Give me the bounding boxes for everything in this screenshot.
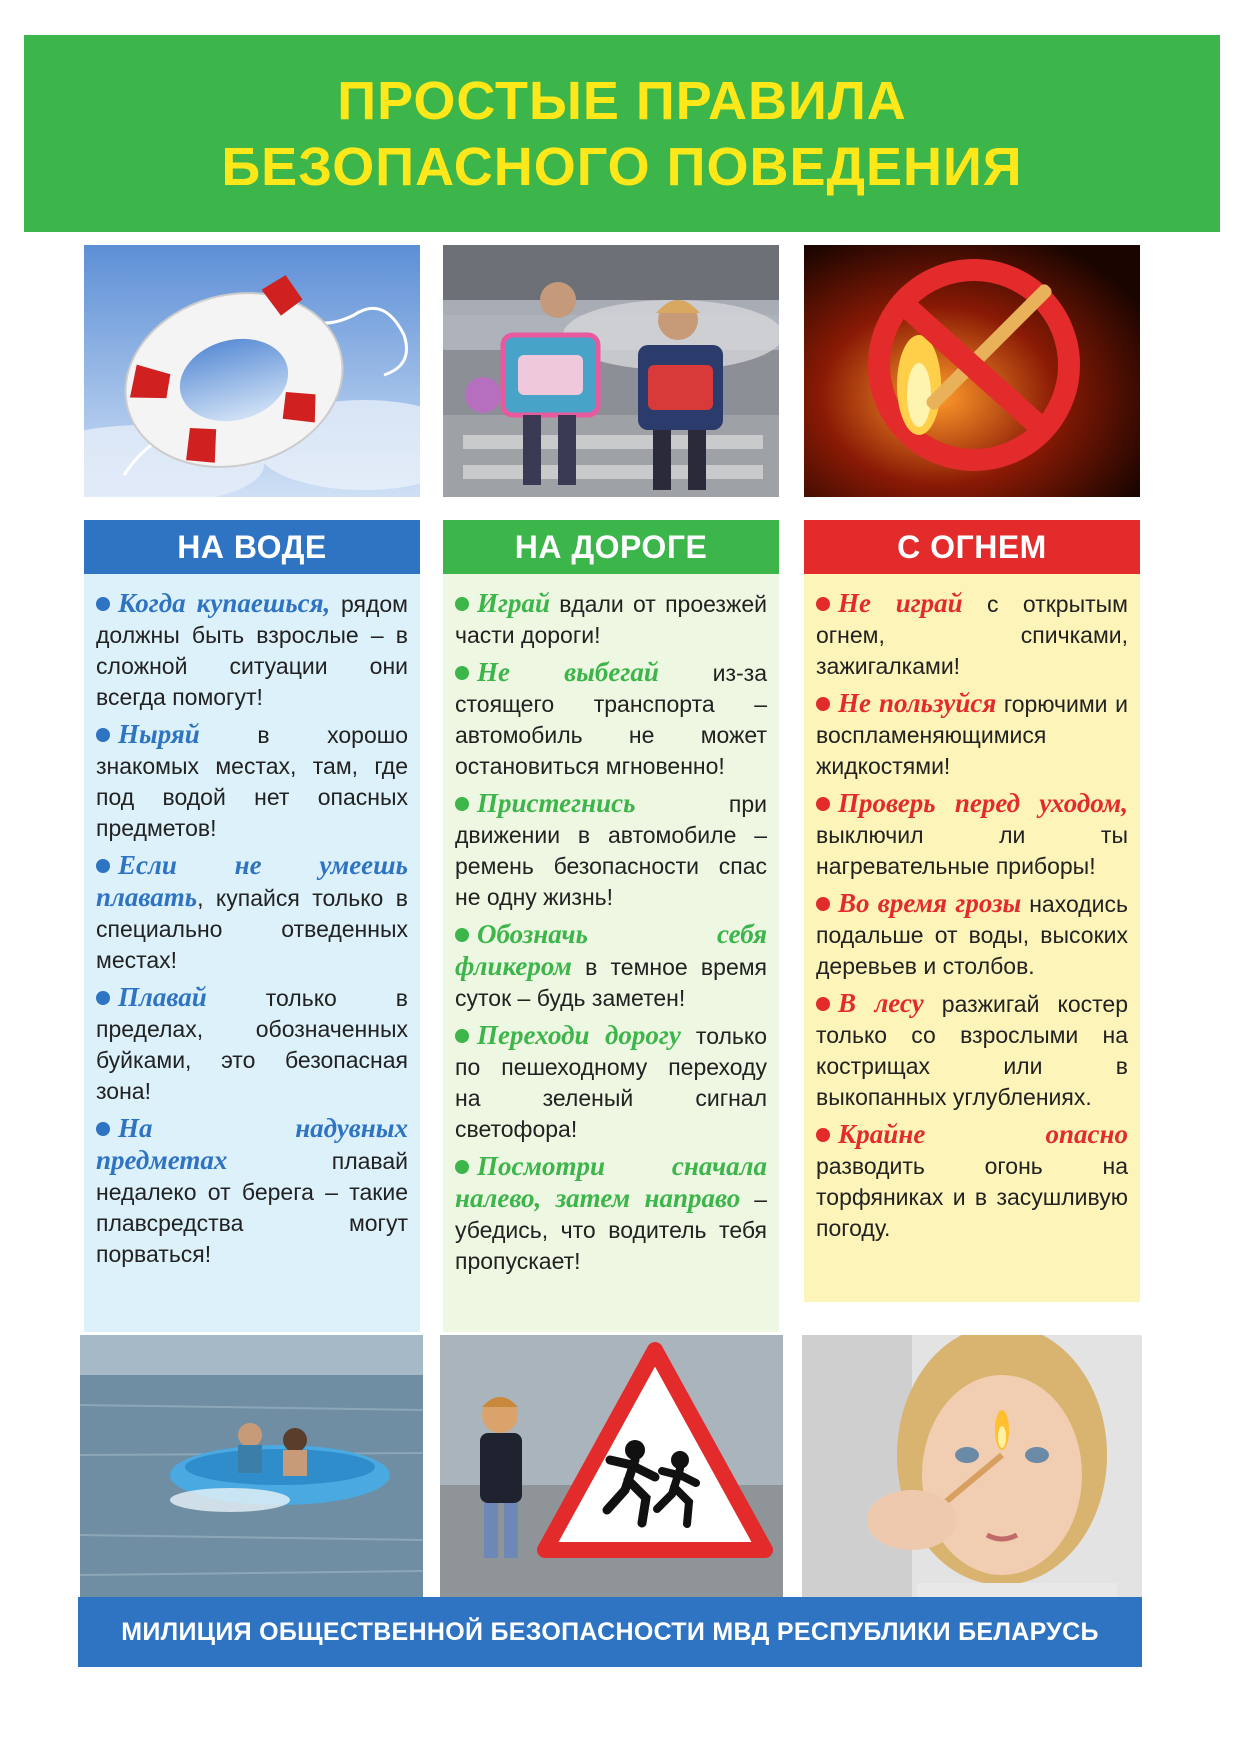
list-item: Если не умеешь плавать, купайся только в специально отведенных местах! — [96, 850, 408, 973]
bullet-icon — [816, 697, 830, 711]
bullet-icon — [455, 797, 469, 811]
list-item: Не пользуйся горючими и воспламеняющимися жидкостями! — [816, 688, 1128, 779]
bullet-icon — [455, 928, 469, 942]
heading-road: НА ДОРОГЕ — [443, 520, 779, 574]
child-road-sign-photo — [440, 1335, 783, 1597]
list-item: Обозначь себя фликером в темное время суток – будь заметен! — [455, 919, 767, 1011]
list-item: Когда купаешься, рядом должны быть взрослые – в сложной ситуации они всегда помогут! — [96, 588, 408, 710]
bullet-icon — [96, 728, 110, 742]
children-road-photo — [443, 245, 779, 497]
fire-rules — [804, 574, 1140, 1302]
bullet-icon — [96, 859, 110, 873]
road-rules — [443, 574, 779, 1332]
bullet-icon — [816, 797, 830, 811]
list-item: Проверь перед уходом, выключил ли ты нагревательные приборы! — [816, 788, 1128, 879]
poster-footer: МИЛИЦИЯ ОБЩЕСТВЕННОЙ БЕЗОПАСНОСТИ МВД РЕСПУБЛИКИ БЕЛАРУСЬ — [78, 1597, 1142, 1667]
bullet-icon — [816, 1128, 830, 1142]
girl-with-match-photo — [802, 1335, 1142, 1597]
bullet-icon — [96, 597, 110, 611]
inflatable-water-photo — [80, 1335, 423, 1597]
poster-header — [24, 35, 1220, 232]
list-item: Ныряй в хорошо знакомых местах, там, где под водой нет опасных предметов! — [96, 719, 408, 841]
heading-water: НА ВОДЕ — [84, 520, 420, 574]
title-line-2: БЕЗОПАСНОГО ПОВЕДЕНИЯ — [221, 136, 1023, 197]
heading-fire: С ОГНЕМ — [804, 520, 1140, 574]
list-item: Во время грозы находись подальше от воды, высоких деревьев и столбов. — [816, 888, 1128, 979]
bullet-icon — [816, 997, 830, 1011]
list-item: На надувных предметах плавай недалеко от берега – такие плавсредства могут порваться! — [96, 1113, 408, 1267]
lifebuoy-photo — [84, 245, 420, 497]
no-fire-photo — [804, 245, 1140, 497]
list-item: В лесу разжигай костер только со взрослыми на кострищах или в выкопанных углублениях. — [816, 988, 1128, 1110]
bullet-icon — [455, 1160, 469, 1174]
water-rules — [84, 574, 420, 1332]
bullet-icon — [96, 1122, 110, 1136]
title-line-1: ПРОСТЫЕ ПРАВИЛА — [337, 70, 907, 131]
bullet-icon — [816, 597, 830, 611]
list-item: Переходи дорогу только по пешеходному переходу на зеленый сигнал светофора! — [455, 1020, 767, 1142]
bullet-icon — [816, 897, 830, 911]
list-item: Посмотри сначала налево, затем направо – убедись, что водитель тебя пропускает! — [455, 1151, 767, 1274]
bullet-icon — [455, 597, 469, 611]
list-item: Плавай только в пределах, обозначенных буйками, это безопасная зона! — [96, 982, 408, 1104]
bullet-icon — [455, 666, 469, 680]
list-item: Играй вдали от проезжей части дороги! — [455, 588, 767, 648]
list-item: Не выбегай из-за стоящего транспорта – автомобиль не может остановиться мгновенно! — [455, 657, 767, 779]
bullet-icon — [455, 1029, 469, 1043]
list-item: Пристегнись при движении в автомобиле – ремень безопасности спас не одну жизнь! — [455, 788, 767, 910]
bullet-icon — [96, 991, 110, 1005]
list-item: Крайне опасно разводить огонь на торфяниках и в засушливую погоду. — [816, 1119, 1128, 1241]
list-item: Не играй с открытым огнем, спичками, зажигалками! — [816, 588, 1128, 679]
